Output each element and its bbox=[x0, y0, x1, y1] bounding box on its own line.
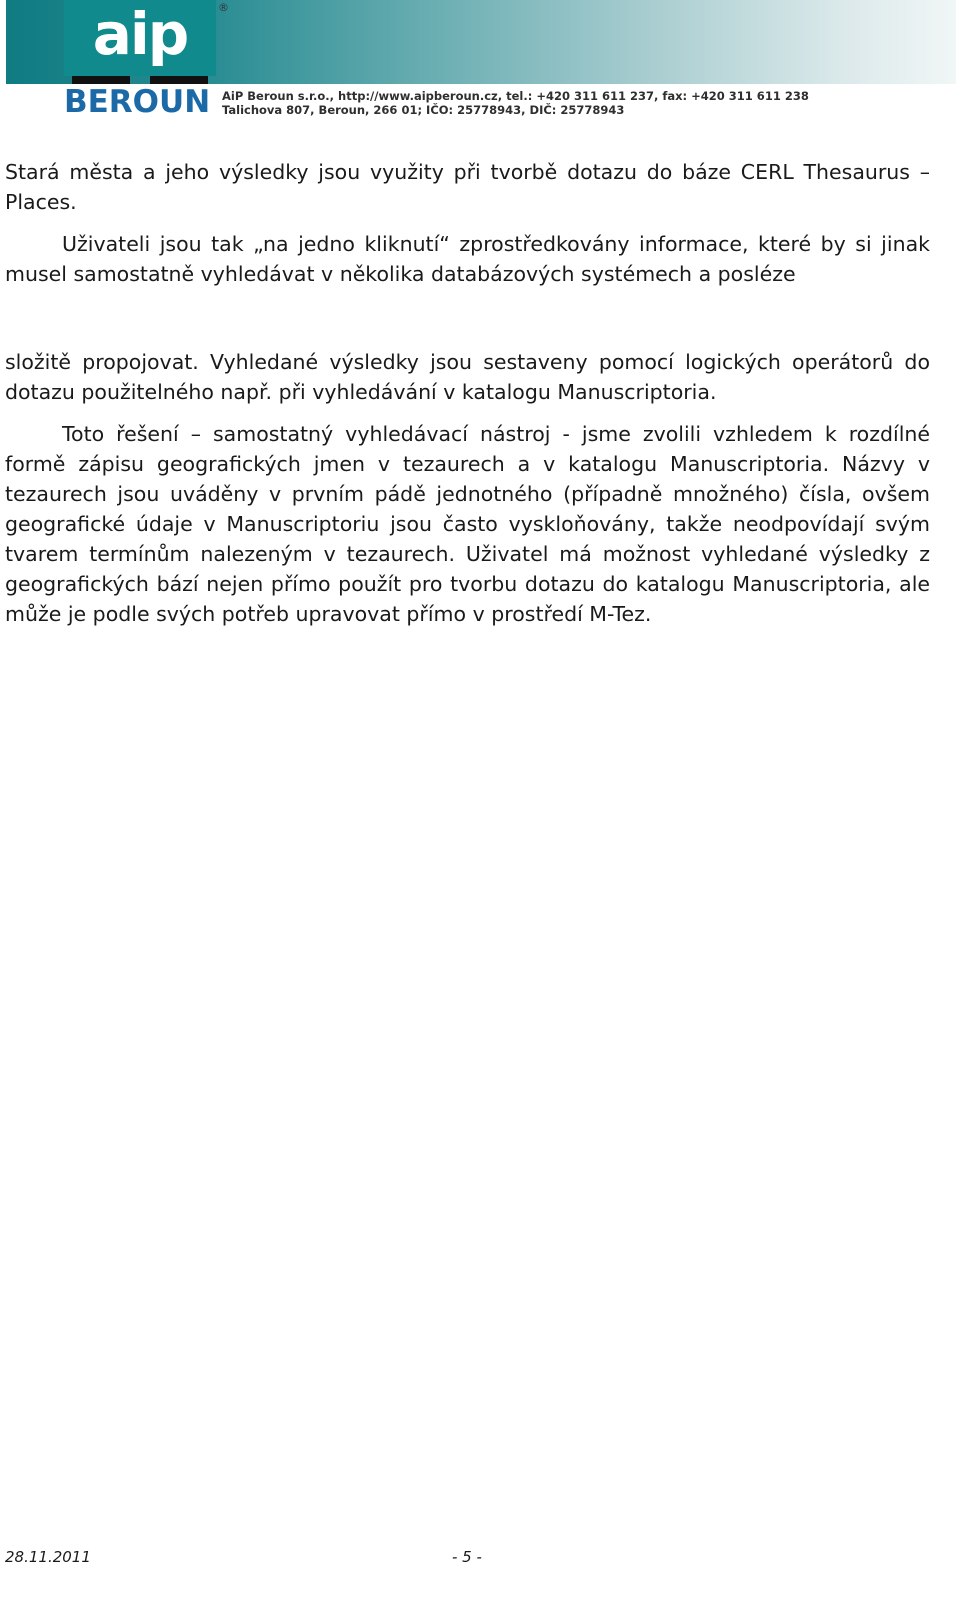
logo-underline-bars bbox=[64, 76, 216, 84]
aip-logo bbox=[64, 0, 216, 76]
paragraph-cerl-thesaurus: Stará města a jeho výsledky jsou využity při tvorbě dotazu do báze CERL Thesaurus – Places. bbox=[5, 160, 930, 214]
paragraph-search-tool: Toto řešení – samostatný vyhledávací nástroj - jsme zvolili vzhledem k rozdílné formě zápisu geografických jmen v tezaurech a v katalogu Manuscriptoria. Názvy v tezaurech jsou uváděny v prvním pádě jednotného (případně množného) čísla, ovšem geografické údaje v Manuscriptoriu jsou často vyskloňovány, takže neodpovídají svým tvarem termínům nalezeným v tezaurech. Uživatel má možnost vyhledané výsledky z geografických bází nejen přímo použít pro tvorbu dotazu do katalogu Manuscriptoria, ale může je podle svých potřeb upravovat přímo v prostředí M-Tez. bbox=[5, 422, 930, 626]
registered-mark: ® bbox=[218, 1, 229, 14]
footer-date: 28.11.2011 bbox=[5, 1548, 91, 1566]
company-info bbox=[222, 89, 809, 117]
city-wordmark: BEROUN bbox=[64, 84, 211, 120]
paragraph-logical-operators: složitě propojovat. Vyhledané výsledky jsou sestaveny pomocí logických operátorů do dotazu použitelného např. při vyhledávání v katalogu Manuscriptoria. bbox=[5, 350, 930, 404]
company-contact-line: AiP Beroun s.r.o., http://www.aipberoun.cz, tel.: +420 311 611 237, fax: +420 311 611 238 bbox=[222, 89, 809, 103]
company-address-line: Talichova 807, Beroun, 266 01; IČO: 25778943, DIČ: 25778943 bbox=[222, 103, 625, 117]
paragraph-one-click: Uživateli jsou tak „na jedno kliknutí“ zprostředkovány informace, které by si jinak musel samostatně vyhledávat v několika databázových systémech a posléze bbox=[5, 232, 930, 286]
logo-text: aip bbox=[92, 0, 188, 68]
letterhead bbox=[6, 0, 956, 122]
document-body bbox=[5, 157, 930, 629]
logo-bar-right bbox=[150, 76, 208, 84]
logo-bar-left bbox=[72, 76, 130, 84]
page-number: - 5 - bbox=[452, 1548, 482, 1566]
